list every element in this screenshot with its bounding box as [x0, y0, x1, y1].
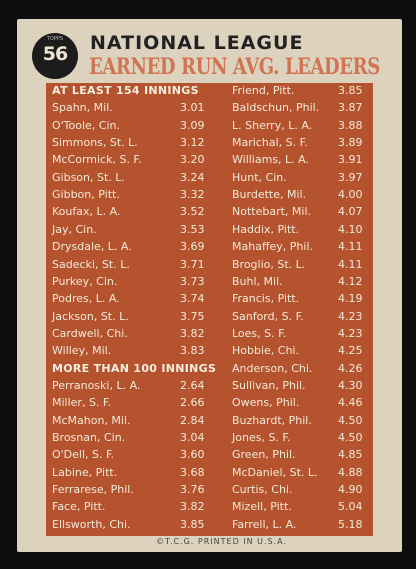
pitcher-name: Farrell, L. A.	[232, 517, 297, 531]
pitcher-name: Loes, S. F.	[232, 326, 287, 340]
pitcher-name: Jones, S. F.	[232, 431, 291, 444]
era-value: 3.76	[180, 483, 205, 497]
pitcher-name: Sanford, S. F.	[232, 309, 304, 323]
pitcher-name: O'Dell, S. F.	[52, 448, 115, 462]
pitcher-name: Anderson, Chi.	[232, 361, 313, 375]
era-value: 4.85	[338, 448, 363, 462]
era-value: 3.24	[180, 170, 205, 184]
pitcher-name: Hobbie, Chi.	[232, 344, 299, 358]
era-value: 3.20	[180, 153, 205, 167]
pitcher-name: Mizell, Pitt.	[232, 500, 292, 514]
era-value: 5.04	[338, 500, 363, 514]
pitcher-name: Koufax, L. A.	[52, 205, 121, 219]
pitcher-name: Ferrarese, Phil.	[52, 483, 134, 497]
pitcher-name: Simmons, St. L.	[52, 136, 138, 150]
pitcher-name: Jay, Cin.	[52, 222, 97, 236]
era-value: 3.75	[180, 309, 205, 323]
era-value: 4.25	[338, 344, 363, 358]
pitcher-name: Owens, Phil.	[232, 396, 300, 410]
pitcher-name: Marichal, S. F.	[232, 136, 308, 150]
pitcher-name: Mahaffey, Phil.	[232, 240, 314, 254]
pitcher-name: Sadecki, St. L.	[52, 257, 130, 271]
era-value: 3.68	[180, 465, 205, 479]
pitcher-name: Buzhardt, Phil.	[232, 413, 312, 427]
pitcher-name: Cardwell, Chi.	[52, 326, 128, 340]
pitcher-name: Friend, Pitt.	[232, 84, 295, 97]
era-value: 3.89	[338, 136, 363, 150]
era-value: 3.04	[180, 431, 205, 444]
era-value: 3.71	[180, 257, 205, 271]
era-value: 4.50	[338, 413, 363, 427]
era-value: 5.18	[338, 517, 363, 531]
era-value: 4.23	[338, 326, 363, 340]
pitcher-name: Hunt, Cin.	[232, 170, 287, 184]
era-value: 4.12	[338, 274, 363, 288]
badge-brand-text: TOPPS	[46, 36, 64, 42]
pitcher-name: L. Sherry, L. A.	[232, 118, 313, 132]
era-value: 3.74	[180, 292, 205, 306]
pitcher-name: Podres, L. A.	[52, 292, 120, 306]
era-value: 4.23	[338, 309, 363, 323]
era-value: 2.84	[180, 413, 205, 427]
pitcher-name: Williams, L. A.	[232, 153, 309, 167]
section-header-100-innings: MORE THAN 100 INNINGS	[52, 361, 217, 375]
era-value: 3.97	[338, 170, 363, 184]
pitcher-name: Ellsworth, Chi.	[52, 517, 131, 531]
title-league: NATIONAL LEAGUE	[90, 32, 304, 54]
pitcher-name: Drysdale, L. A.	[52, 240, 132, 254]
pitcher-name: Baldschun, Phil.	[232, 101, 320, 115]
pitcher-name: Sullivan, Phil.	[232, 378, 306, 392]
pitcher-name: Buhl, Mil.	[232, 274, 283, 288]
era-value: 3.91	[338, 153, 363, 167]
era-value: 4.07	[338, 205, 363, 219]
era-value: 3.52	[180, 205, 205, 219]
pitcher-name: Miller, S. F.	[52, 396, 111, 410]
pitcher-name: Burdette, Mil.	[232, 188, 307, 202]
pitcher-name: McDaniel, St. L.	[232, 465, 318, 479]
pitcher-name: Francis, Pitt.	[232, 292, 300, 306]
pitcher-name: Broglio, St. L.	[232, 257, 306, 271]
pitcher-name: Purkey, Cin.	[52, 274, 118, 288]
pitcher-name: McCormick, S. F.	[52, 153, 142, 167]
pitcher-name: Labine, Pitt.	[52, 465, 118, 479]
era-value: 4.90	[338, 483, 363, 497]
era-value: 4.26	[338, 361, 363, 375]
era-value: 4.00	[338, 188, 363, 202]
era-value: 4.46	[338, 396, 363, 410]
title-era-leaders: EARNED RUN AVG. LEADERS	[89, 54, 380, 80]
era-value: 4.88	[338, 465, 363, 479]
pitcher-name: Green, Phil.	[232, 448, 296, 462]
era-value: 3.32	[180, 188, 205, 202]
pitcher-name: Gibbon, Pitt.	[52, 188, 120, 202]
pitcher-name: Jackson, St. L.	[52, 309, 129, 323]
pitcher-name: Face, Pitt.	[52, 500, 106, 514]
era-value: 4.11	[338, 257, 363, 271]
era-value: 4.10	[338, 222, 363, 236]
era-value: 3.12	[180, 136, 205, 150]
era-value: 3.73	[180, 274, 205, 288]
era-value: 3.82	[180, 326, 205, 340]
era-value: 3.60	[180, 448, 205, 462]
era-value: 3.09	[180, 118, 205, 132]
era-value: 3.88	[338, 118, 363, 132]
pitcher-name: Curtis, Chi.	[232, 483, 293, 497]
era-value: 2.66	[180, 396, 205, 410]
era-value: 4.11	[338, 240, 363, 254]
card-number-badge	[32, 33, 78, 79]
copyright-footer: ©T.C.G. PRINTED IN U.S.A.	[156, 537, 288, 546]
era-value: 3.85	[180, 517, 205, 531]
era-value: 3.69	[180, 240, 205, 254]
era-value: 4.19	[338, 292, 363, 306]
pitcher-name: Brosnan, Cin.	[52, 431, 126, 444]
era-value: 4.30	[338, 378, 363, 392]
era-value: 3.01	[180, 101, 205, 115]
era-value: 3.53	[180, 222, 205, 236]
pitcher-name: Nottebart, Mil.	[232, 205, 312, 219]
era-value: 3.83	[180, 344, 205, 358]
pitcher-name: Haddix, Pitt.	[232, 222, 300, 236]
pitcher-name: Spahn, Mil.	[52, 101, 113, 115]
pitcher-name: McMahon, Mil.	[52, 413, 131, 427]
era-value: 3.85	[338, 84, 363, 97]
era-value: 3.87	[338, 101, 363, 115]
section-header-154-innings: AT LEAST 154 INNINGS	[52, 84, 199, 97]
era-value: 3.82	[180, 500, 205, 514]
era-value: 4.50	[338, 431, 363, 444]
era-value: 2.64	[180, 378, 205, 392]
card-number: 56	[42, 43, 68, 65]
pitcher-name: Gibson, St. L.	[52, 170, 125, 184]
pitcher-name: Perranoski, L. A.	[52, 378, 141, 392]
pitcher-name: O'Toole, Cin.	[52, 118, 121, 132]
pitcher-name: Willey, Mil.	[52, 344, 112, 358]
